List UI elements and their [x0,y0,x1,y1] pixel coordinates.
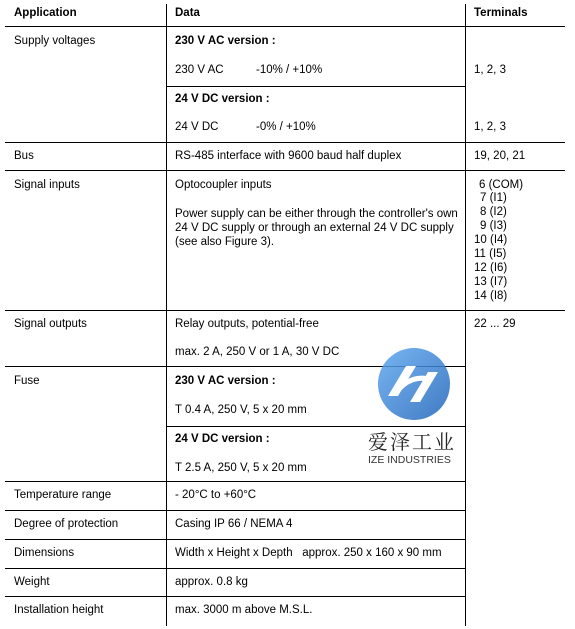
watermark-cn: 爱泽工业 [368,432,456,454]
supply-ac-value: 230 V AC [175,64,224,76]
label-weight: Weight [14,576,50,588]
rule-inputs-bottom [5,310,565,311]
header-terminals: Terminals [474,7,528,19]
signal-inputs-data1: Optocoupler inputs [175,179,272,191]
signal-inputs-terminal: 8 (I2) [480,206,507,218]
signal-outputs-terminals: 22 ... 29 [474,318,516,330]
ize-logo-icon [366,344,466,424]
bus-terminals: 19, 20, 21 [474,150,526,162]
bus-data: RS-485 interface with 9600 baud half duplex [175,150,402,162]
supply-ac-heading: 230 V AC version : [175,35,276,47]
label-supply: Supply voltages [14,35,96,47]
signal-inputs-terminal: 7 (I1) [480,192,507,204]
installation-data: max. 3000 m above M.S.L. [175,604,313,616]
temperature-data: - 20°C to +60°C [175,489,257,501]
weight-data: approx. 0.8 kg [175,576,248,588]
signal-inputs-terminal: 12 (I6) [474,262,508,274]
signal-inputs-terminal: 9 (I3) [480,220,507,232]
rule-weight-bottom [5,596,465,597]
rule-bus-bottom [5,170,565,171]
rule-protection-bottom [5,539,465,540]
label-signal-outputs: Signal outputs [14,318,87,330]
signal-outputs-data2: max. 2 A, 250 V or 1 A, 30 V DC [175,346,340,358]
signal-inputs-terminal: 14 (I8) [474,290,508,302]
signal-inputs-terminal: 13 (I7) [474,276,508,288]
rule-supply-split [166,86,465,87]
label-protection: Degree of protection [14,518,119,530]
rule-supply-bottom [5,142,565,143]
supply-dc-terminals: 1, 2, 3 [474,121,506,133]
rule-header-bottom [5,26,565,27]
signal-inputs-terminal: 11 (I5) [474,248,507,260]
fuse-dc-value-clip [175,458,375,473]
label-temperature: Temperature range [14,489,112,501]
label-fuse: Fuse [14,375,40,387]
watermark [366,344,466,474]
label-bus: Bus [14,150,34,162]
signal-inputs-data2: Power supply can be either through the controller's own 24 V DC supply or through an external 24 V DC supply (see also Figure 3). [175,208,458,248]
header-application: Application [14,7,77,19]
protection-data: Casing IP 66 / NEMA 4 [175,518,293,530]
supply-ac-tolerance: -10% / +10% [256,64,323,76]
fuse-ac-heading: 230 V AC version : [175,375,276,387]
label-dimensions: Dimensions [14,547,75,559]
watermark-en: IZE INDUSTRIES [368,454,451,466]
dimensions-data: Width x Height x Depth approx. 250 x 160 x 90 mm [175,547,442,559]
fuse-dc-heading: 24 V DC version : [175,433,270,445]
signal-outputs-data1: Relay outputs, potential-free [175,318,319,330]
supply-dc-heading: 24 V DC version : [175,93,270,105]
supply-dc-tolerance: -0% / +10% [256,121,316,133]
rule-col-1 [166,4,167,626]
supply-ac-terminals: 1, 2, 3 [474,64,506,76]
header-data: Data [175,7,200,19]
fuse-dc-value: T 2.5 A, 250 V, 5 x 20 mm [175,462,307,473]
signal-inputs-terminal: 6 (COM) [479,179,524,191]
signal-inputs-terminal: 10 (I4) [474,234,508,246]
label-signal-inputs: Signal inputs [14,179,80,191]
rule-fuse-bottom [5,481,465,482]
supply-dc-value: 24 V DC [175,121,219,133]
label-installation: Installation height [14,604,104,616]
fuse-ac-value: T 0.4 A, 250 V, 5 x 20 mm [175,404,307,416]
rule-temp-bottom [5,510,465,511]
rule-col-2 [465,4,466,626]
rule-dimensions-bottom [5,568,465,569]
